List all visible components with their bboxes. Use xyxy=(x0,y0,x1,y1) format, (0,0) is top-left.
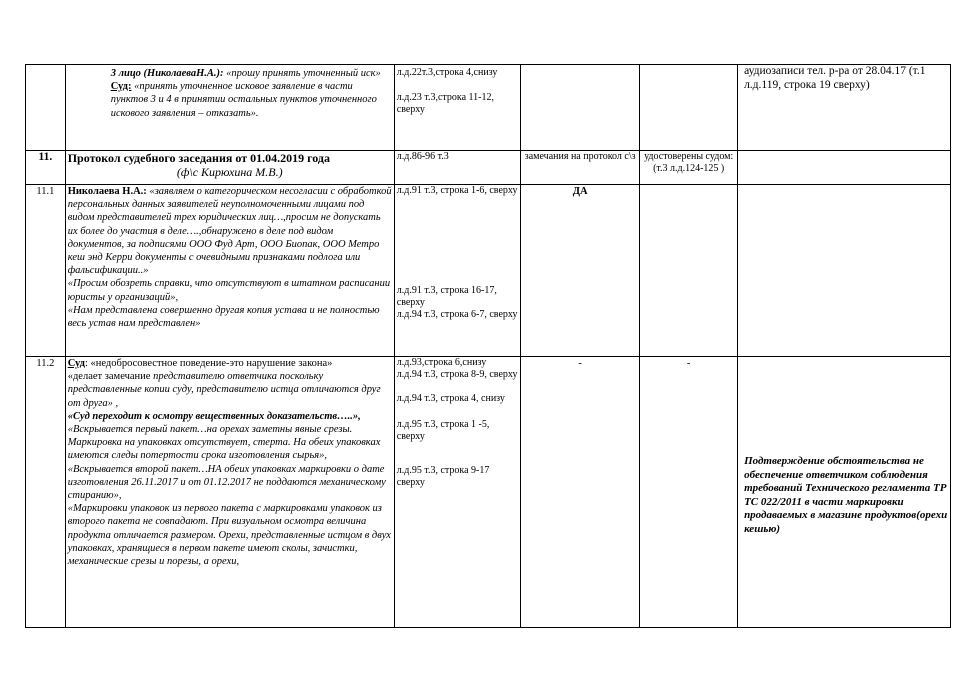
reference-text: л.д.22т.3,строка 4,снизу xyxy=(396,67,498,78)
reference-text: л.д.95 т.3, строка 9-17 сверху xyxy=(396,465,490,488)
court-text: «Маркировки упаковок из первого пакета с маркировками упаковок из второго пакета не совпадают. При визуальном осмотра величина продукта отличается размером. Орехи, представленные истцом в двух упаковках, хранящиеся в первом пакете имеют сколы, зачистки, механические срезы и порезы, а орехи, xyxy=(67,503,391,568)
remarks-text: замечания на протокол с\з xyxy=(524,151,636,162)
content-cell xyxy=(65,185,394,357)
speaker-text: «Просим обозреть справки, что отсутствуют в штатном расписании юристы у организаций», xyxy=(67,278,391,303)
remarks-text: ДА xyxy=(572,186,588,197)
court-text: «Суд переходит к осмотру вещественных доказательств…..», xyxy=(67,410,361,422)
speaker-text: «Нам представлена совершенно другая копия устава и не полностью весь устав нам представлен» xyxy=(67,304,380,330)
court-text: «Вскрывается первый пакет…на орехах заметны явные срезы. Маркировка на упаковках отсутствует, стерта. На обеих упаковках имеются следы потертости срока изготовления сырья», xyxy=(67,424,381,462)
court-text: «принять уточненное исковое заявление в части пунктов 3 и 4 в принятии остальных пунктов уточненного искового заявления – отказать». xyxy=(110,81,377,119)
note-cell xyxy=(738,185,951,357)
reference-text: л.д.93,строка 6,снизу xyxy=(396,357,487,368)
row-number: 11.1 xyxy=(26,185,66,357)
section-subtitle: (ф\с Кирюхина М.В.) xyxy=(176,165,283,179)
speaker-name: 3 лицо (НиколаеваН.А.): xyxy=(110,68,224,79)
content-cell xyxy=(65,65,394,151)
reference-text: л.д.91 т.3, строка 1-6, сверху xyxy=(396,185,518,196)
table-row xyxy=(26,185,951,357)
section-title: Протокол судебного заседания от 01.04.2019 года xyxy=(67,151,330,165)
reference-cell xyxy=(394,185,520,357)
table-row xyxy=(26,65,951,151)
court-text: «делает замечание xyxy=(67,371,154,383)
certified-cell xyxy=(640,185,738,357)
speaker-name: Николаева Н.А.: xyxy=(67,186,147,197)
row-number-cell xyxy=(26,65,66,151)
court-text: «Вскрывается второй пакет…НА обеих упаковках маркировки о дате изготовления 26.11.2017 и от 01.12.2017 не поддаются механическому стиранию», xyxy=(67,463,386,502)
remarks-text: - xyxy=(578,358,582,369)
court-text: представителю ответчика поскольку представленные копии суду, представителю истца отличаются друг от друга» , xyxy=(67,371,381,409)
reference-text: л.д.94 т.3, строка 6-7, сверху xyxy=(396,309,518,320)
certified-cell xyxy=(640,151,738,185)
reference-text: л.д.86-96 т.3 xyxy=(396,151,449,162)
row-number: 11. xyxy=(26,151,66,185)
certified-cell xyxy=(640,357,738,628)
note-text: Подтверждение обстоятельства не обеспечение ответчиком соблюдения требований Технического регламента ТР ТС 022/2011 в части маркировки продаваемых в магазине продуктов(орехи кешью) xyxy=(744,455,948,535)
court-label: Суд: xyxy=(110,81,132,93)
reference-cell xyxy=(394,151,520,185)
remarks-cell xyxy=(521,185,640,357)
note-cell xyxy=(738,151,951,185)
reference-text: л.д.95 т.3, строка 1 -5, сверху xyxy=(396,419,490,442)
reference-text: л.д.94 т.3, строка 8-9, сверху xyxy=(396,369,518,380)
court-label: Суд xyxy=(67,358,85,369)
court-text: : «недобросовестное поведение-это нарушение закона» xyxy=(84,358,333,369)
certified-text: - xyxy=(686,358,691,369)
reference-text: л.д.94 т.3, строка 4, снизу xyxy=(396,393,505,404)
row-number: 11.2 xyxy=(26,357,66,628)
note-cell xyxy=(738,65,951,151)
speaker-text: «прошу принять уточненный иск» xyxy=(223,68,381,79)
note-text: аудиозаписи тел. р-ра от 28.04.17 (т.1 л.д.119, строка 19 сверху) xyxy=(744,65,926,91)
reference-text: л.д.91 т.3, строка 16-17, сверху xyxy=(396,285,497,308)
remarks-cell xyxy=(521,357,640,628)
speaker-text: «заявляем о категорическом несогласии с обработкой персональных данных заявителей неуполномоченными лицами под видом представителей трех юридических лиц…,просим не допускать их более до участия в деле….,обнаружено в деле под видом документов, за подписями ООО Фуд Арт, ООО Биопак, ООО Метро кеш энд Керри документы с очевидными признаками подлога или фальсификации..» xyxy=(67,186,392,277)
reference-cell xyxy=(394,357,520,628)
reference-text: л.д.23 т.3,строка 11-12, сверху xyxy=(396,92,494,115)
protocol-table xyxy=(25,64,951,628)
remarks-cell xyxy=(521,151,640,185)
note-cell xyxy=(738,357,951,628)
certified-text: удостоверены судом: (т.3 л.д.124-125 ) xyxy=(644,151,734,174)
content-cell xyxy=(65,357,394,628)
content-cell xyxy=(65,151,394,185)
table-row xyxy=(26,357,951,628)
reference-cell xyxy=(394,65,520,151)
remarks-cell xyxy=(521,65,640,151)
certified-cell xyxy=(640,65,738,151)
table-row xyxy=(26,151,951,185)
